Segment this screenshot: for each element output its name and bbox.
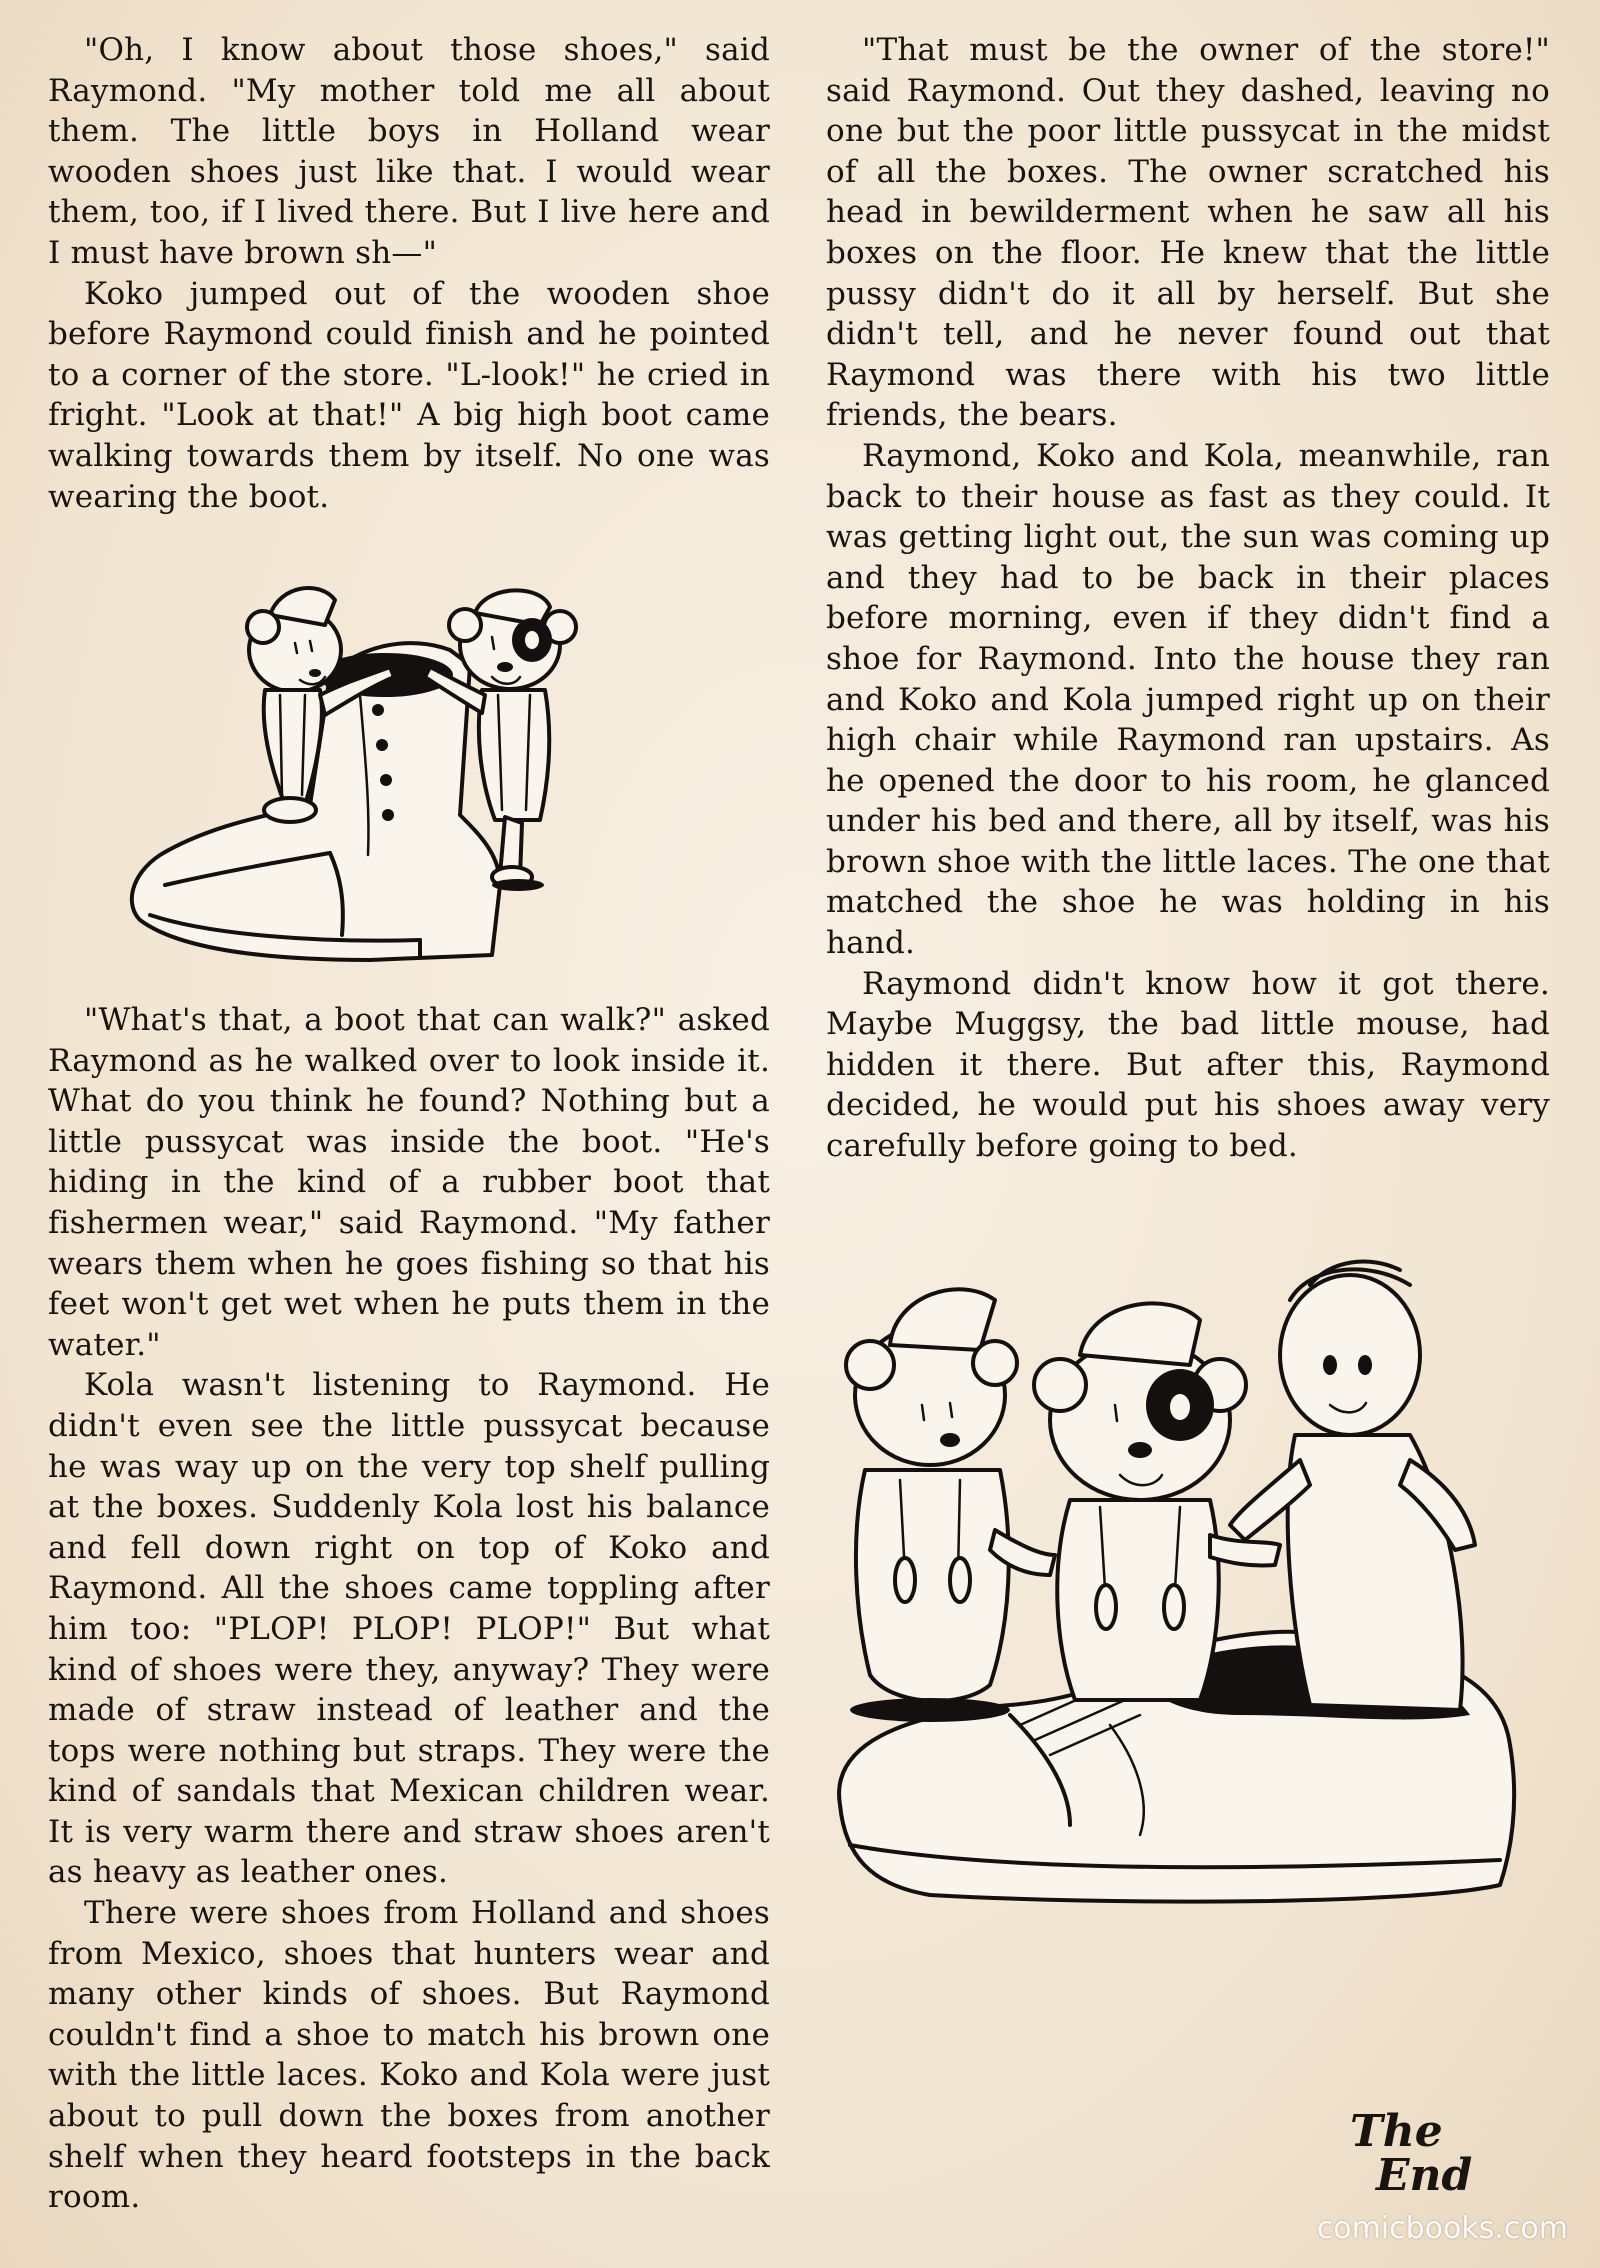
paragraph: "Oh, I know about those shoes," said Raymond. "My mother told me all about them. The little boys in Holland wear wooden shoes just like that. I would wear them, too, if I lived there. But I live here and I must have brown sh—" [48, 32, 770, 271]
boot-illustration [120, 555, 680, 975]
paragraph: Raymond didn't know how it got there. Maybe Muggsy, the bad little mouse, had hidden it there. But after this, Raymond decided, he would put his shoes away very carefully before going to bed. [826, 965, 1550, 1165]
paragraph: Koko jumped out of the wooden shoe before Raymond could finish and he pointed to a corner of the store. "L-look!" he cried in fright. "Look at that!" A big high boot came walking towards them by itself. No one was wearing the boot. [48, 275, 770, 515]
right-column [826, 30, 1550, 1167]
paragraph: "That must be the owner of the store!" said Raymond. Out they dashed, leaving no one but the poor little pussycat in the midst of all the boxes. The owner scratched his head in bewilderment when he saw all his boxes on the floor. He knew that the little pussy didn't do it all by herself. But she didn't tell, and he never found out that Raymond was there with his two little friends, the bears. [826, 32, 1550, 434]
shoe-illustration [810, 1245, 1560, 1945]
the-end-word-2: End [1376, 2150, 1473, 2201]
left-column-bottom [48, 1000, 770, 2218]
paragraph: "What's that, a boot that can walk?" asked Raymond as he walked over to look inside it. What do you think he found? Nothing but a little pussycat was inside the boot. "He's hiding in the kind of a rubber boot that fishermen wear," said Raymond. "My father wears them when he goes fishing so that his feet won't get wet when he puts them in the water." [48, 1002, 770, 1363]
paragraph: Raymond, Koko and Kola, meanwhile, ran back to their house as fast as they could. It was getting light out, the sun was coming up and they had to be back in their places before morning, even if they didn't find a shoe for Raymond. Into the house they ran and Koko and Kola jumped right up on their high chair while Raymond ran upstairs. As he opened the door to his room, he glanced under his bed and there, all by itself, was his brown shoe with the little laces. The one that matched the shoe he was holding in his hand. [826, 437, 1550, 962]
the-end-signature [1350, 2106, 1490, 2220]
the-end-word-1: The [1350, 2106, 1443, 2157]
paragraph: Kola wasn't listening to Raymond. He didn't even see the little pussycat because he was way up on the very top shelf pulling at the boxes. Suddenly Kola lost his balance and fell down right on top of Koko and Raymond. All the shoes came toppling after him too: "PLOP! PLOP! PLOP!" But what kind of shoes were they, anyway? They were made of straw instead of leather and the tops were nothing but straps. They were the kind of sandals that Mexican children wear. It is very warm there and straw shoes aren't as heavy as leather ones. [48, 1367, 770, 1891]
bear-kola [846, 1289, 1055, 1722]
watermark: comicbooks.com [1316, 2211, 1568, 2246]
paragraph: There were shoes from Holland and shoes from Mexico, shoes that hunters wear and many other kinds of shoes. But Raymond couldn't find a shoe to match his brown one with the little laces. Koko and Kola were just about to pull down the boxes from another shelf when they heard footsteps in the back room. [48, 1895, 770, 2216]
left-column-top [48, 30, 770, 517]
